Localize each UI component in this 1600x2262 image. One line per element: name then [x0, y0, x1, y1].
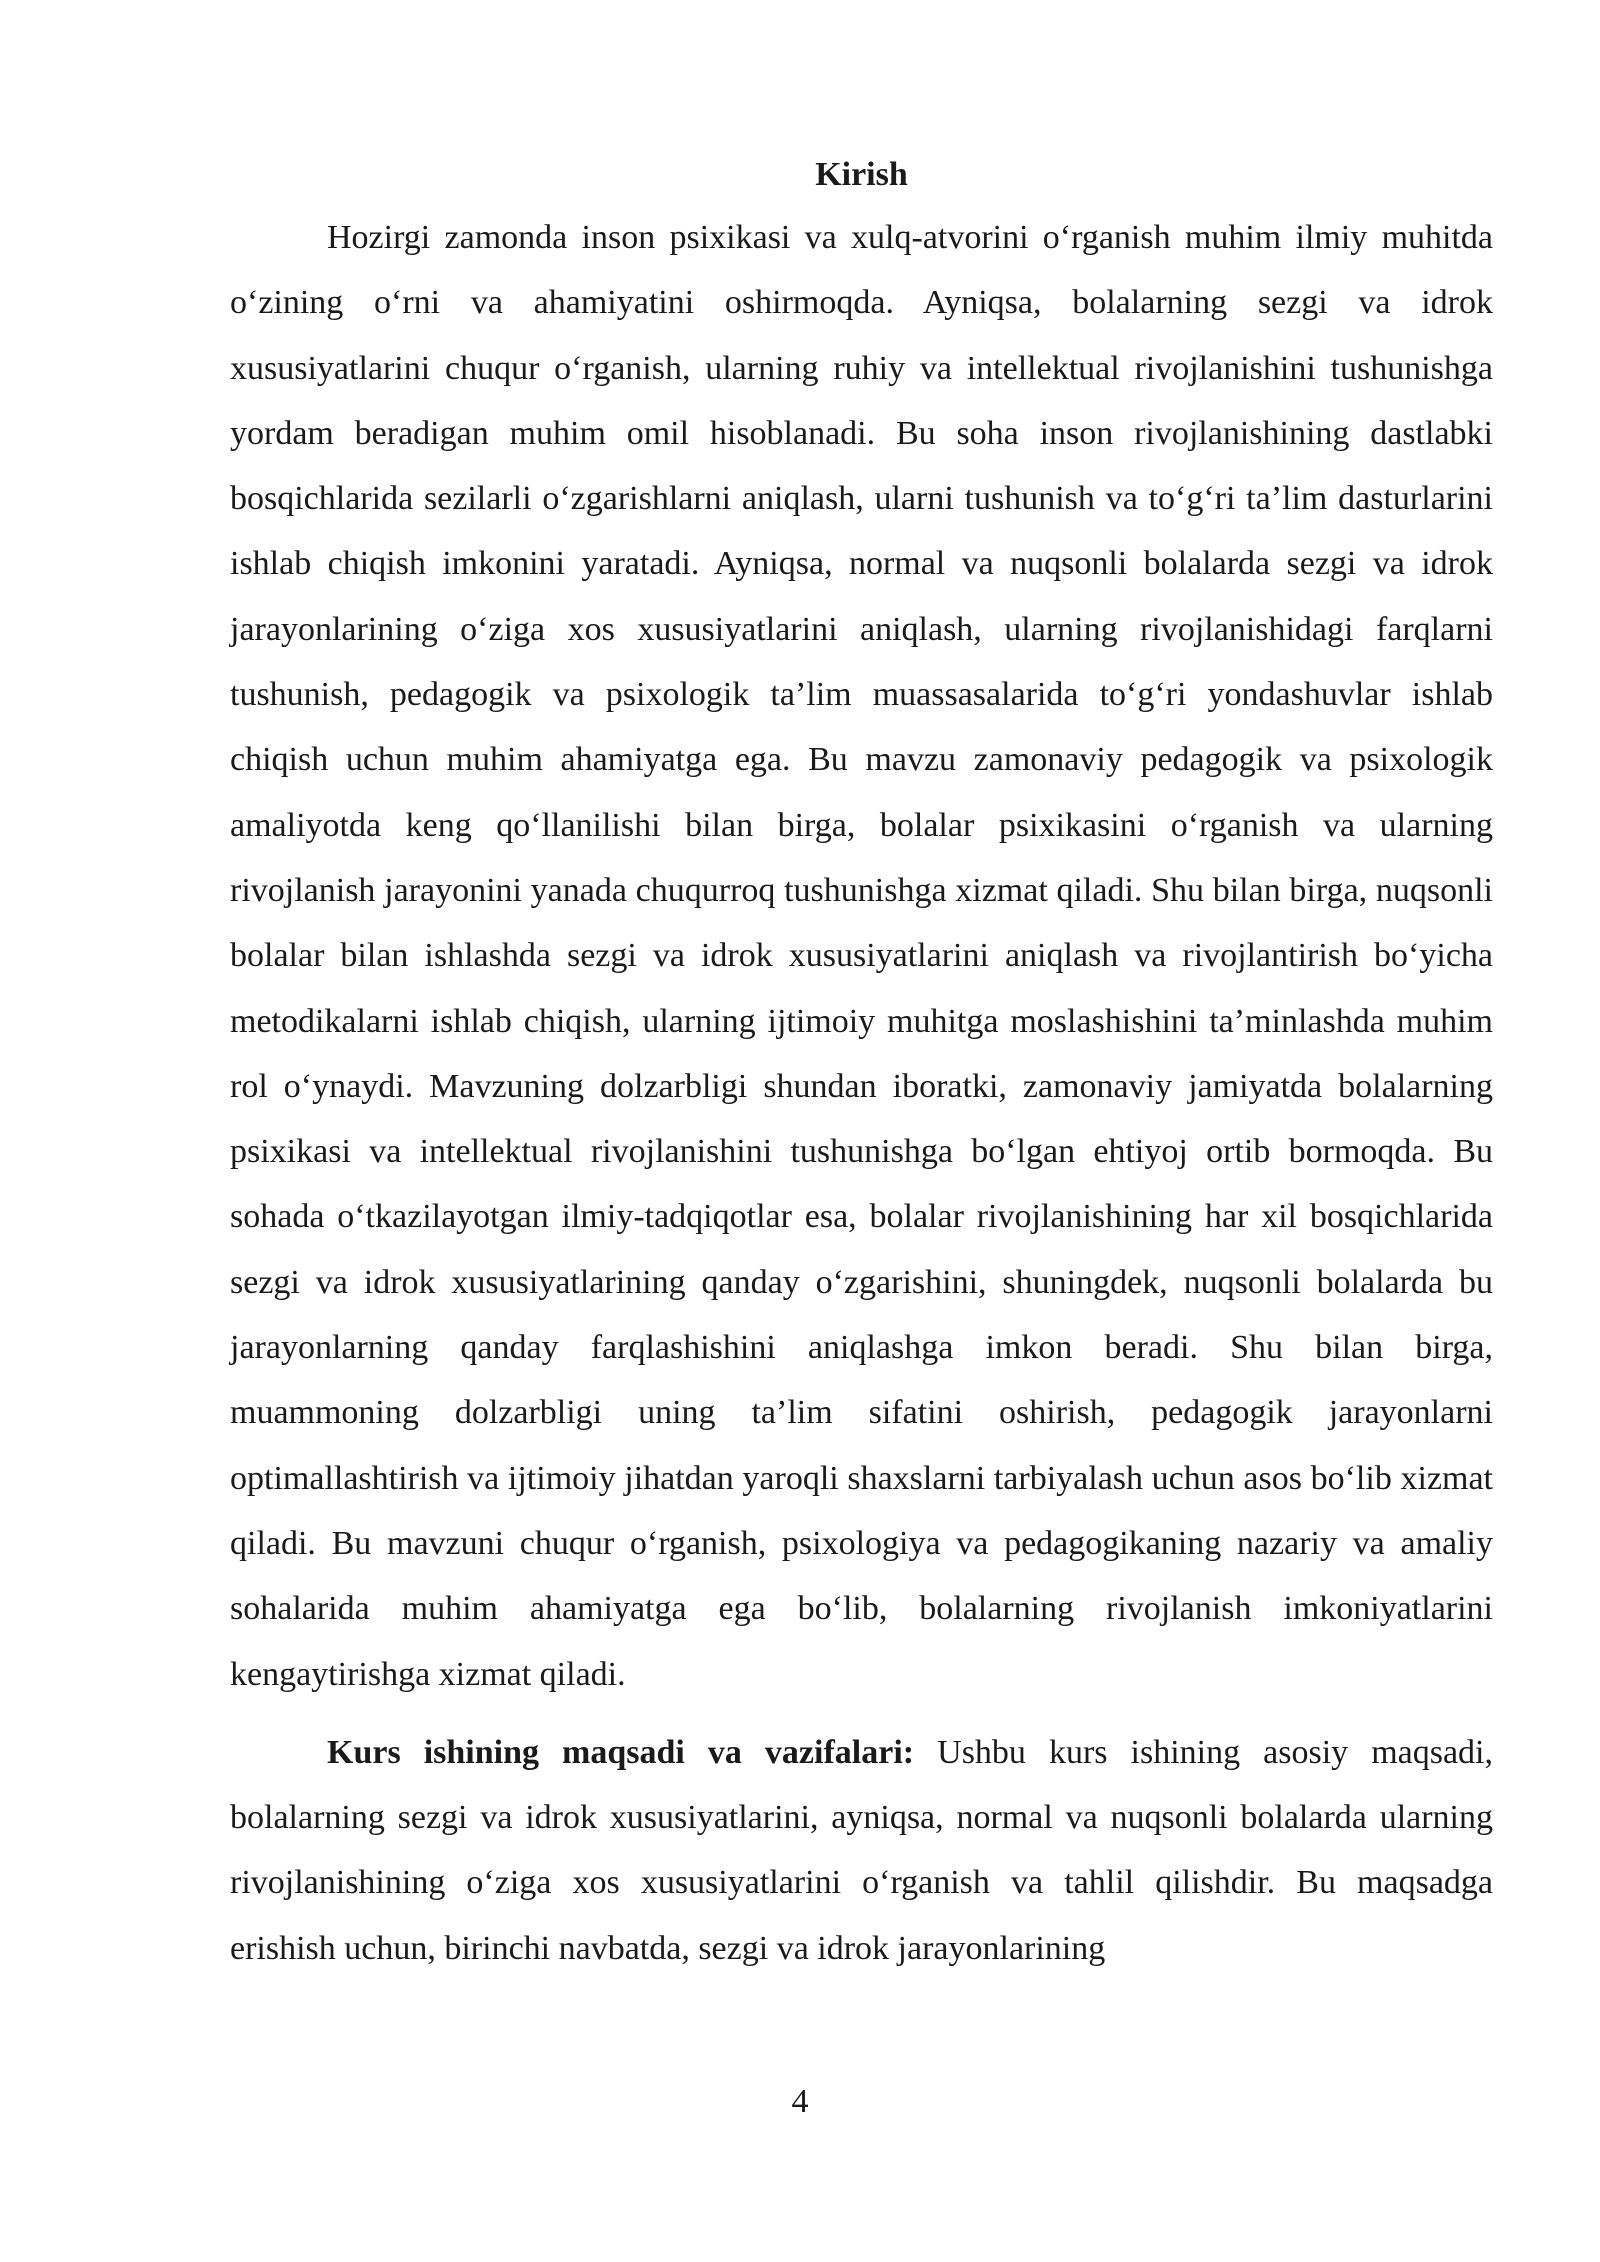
goals-paragraph — [230, 1720, 1493, 1981]
section-heading: Kirish — [815, 156, 908, 193]
page-number: 4 — [791, 2083, 809, 2120]
paragraph-text: Hozirgi zamonda inson psixikasi va xulq-atvorini o‘rganish muhim ilmiy muhitda o‘zining o‘rni va ahamiyatini oshirmoqda. Ayniqsa, bolalarning sezgi va idrok xususiyatlarini chuqur o‘rganish, ularning ruhiy va intellektual rivojlanishini tushunishga yordam beradigan muhim omil hisoblanadi. Bu soha inson rivojlanishining dastlabki bosqichlarida sezilarli o‘zgarishlarni aniqlash, ularni tushunish va to‘g‘ri ta’lim dasturlarini ishlab chiqish imkonini yaratadi. Ayniqsa, normal va nuqsonli bolalarda sezgi va idrok jarayonlarining o‘ziga xos xususiyatlarini aniqlash, ularning rivojlanishidagi farqlarni tushunish, pedagogik va psixologik ta’lim muassasalarida to‘g‘ri yondashuvlar ishlab chiqish uchun muhim ahamiyatga ega. Bu mavzu zamonaviy pedagogik va psixologik amaliyotda keng qo‘llanilishi bilan birga, bolalar psixikasini o‘rganish va ularning rivojlanish jarayonini yanada chuqurroq tushunishga xizmat qiladi. Shu bilan birga, nuqsonli bolalar bilan ishlashda sezgi va idrok xususiyatlarini aniqlash va rivojlantirish bo‘yicha metodikalarni ishlab chiqish, ularning ijtimoiy muhitga moslashishini ta’minlashda muhim rol o‘ynaydi. Mavzuning dolzarbligi shundan iboratki, zamonaviy jamiyatda bolalarning psixikasi va intellektual rivojlanishini tushunishga bo‘lgan ehtiyoj ortib bormoqda. Bu sohada o‘tkazilayotgan ilmiy-tadqiqotlar esa, bolalar rivojlanishining har xil bosqichlarida sezgi va idrok xususiyatlarining qanday o‘zgarishini, shuningdek, nuqsonli bolalarda bu jarayonlarning qanday farqlashishini aniqlashga imkon beradi. Shu bilan birga, muammoning dolzarbligi uning ta’lim sifatini oshirish, pedagogik jarayonlarni optimallashtirish va ijtimoiy jihatdan yaroqli shaxslarni tarbiyalash uchun asos bo‘lib xizmat qiladi. Bu mavzuni chuqur o‘rganish, psixologiya va pedagogikaning nazariy va amaliy sohalarida muhim ahamiyatga ega bo‘lib, bolalarning rivojlanish imkoniyatlarini kengaytirishga xizmat qiladi. — [230, 219, 1493, 1693]
paragraph-lead: Kurs ishining maqsadi va vazifalari: — [327, 1733, 915, 1771]
page-body — [230, 145, 1493, 1981]
paragraph-text: Ushbu kurs ishining asosiy maqsadi, bolalarning sezgi va idrok xususiyatlarini, ayniqsa, normal va nuqsonli bolalarda ularning rivojlanishining o‘ziga xos xususiyatlarini o‘rganish va tahlil qilishdir. Bu maqsadga erishish uchun, birinchi navbatda, sezgi va idrok jarayonlarining — [230, 1733, 1493, 1967]
intro-paragraph — [230, 205, 1493, 1707]
